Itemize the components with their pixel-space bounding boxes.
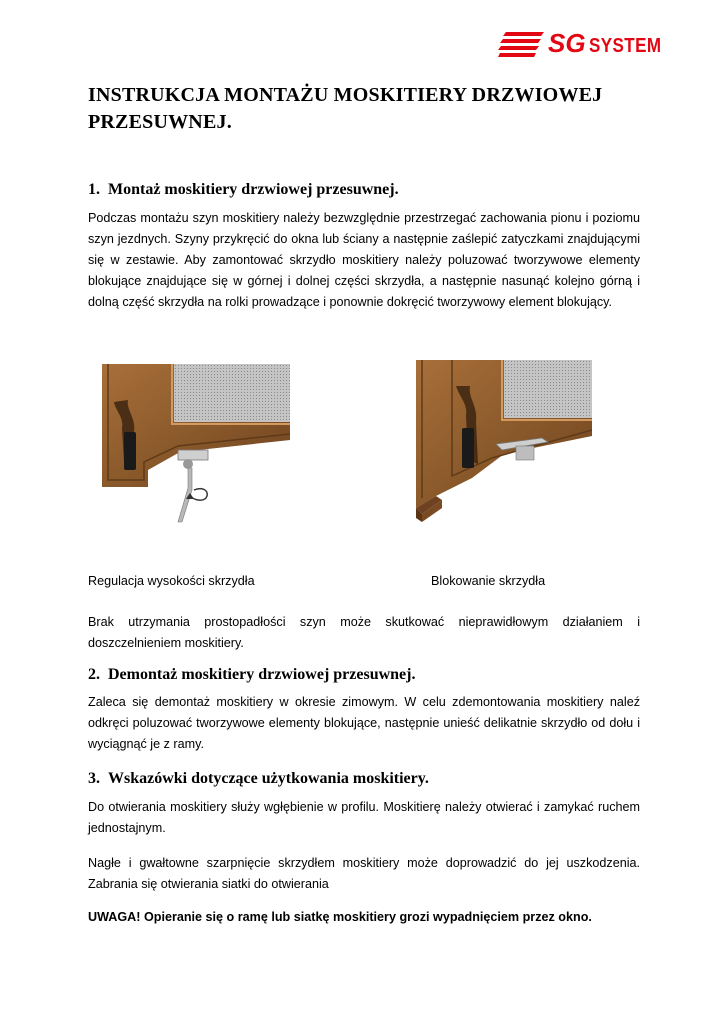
section-1-title: Montaż moskitiery drzwiowej przesuwnej. <box>108 181 399 198</box>
warning-text: UWAGA! Opieranie się o ramę lub siatkę moskitiery grozi wypadnięciem przez okno. <box>88 910 592 924</box>
logo-wordmark <box>548 30 674 59</box>
section-3-title: Wskazówki dotyczące użytkowania moskitiery. <box>108 770 429 787</box>
section-3-paragraph-2: Nagłe i gwałtowne szarpnięcie skrzydłem moskitiery może doprowadzić do jej uszkodzenia. Zabrania się otwierania siatki do otwierania <box>88 856 640 891</box>
frame-locking-photo-icon <box>412 358 592 526</box>
section-3-paragraph-1: Do otwierania moskitiery służy wgłębienie w profilu. Moskitierę należy otwierać i zamykać ruchem jednostajnym. <box>88 800 640 835</box>
section-1-after-figures: Brak utrzymania prostopadłości szyn może skutkować nieprawidłowym działaniem i doszczelnieniem moskitiery. <box>88 615 640 650</box>
section-3-number: 3. <box>88 770 100 787</box>
section-1-number: 1. <box>88 181 100 198</box>
section-1-heading <box>88 180 399 200</box>
figure-2-caption: Blokowanie skrzydła <box>431 574 546 588</box>
section-2-paragraph: Zaleca się demontaż moskitiery w okresie zimowym. W celu zdemontowania moskitiery naleź odkręci poluzować tworzywowe elementy blokujące, następnie unieść delikatnie skrzydło od dołu i wyciągnąć je z ramy. <box>88 695 640 751</box>
logo-system: SYSTEM <box>588 35 662 57</box>
logo-sg: SG <box>548 28 586 58</box>
figure-1-caption: Regulacja wysokości skrzydła <box>88 574 255 588</box>
section-1-paragraph: Podczas montażu szyn moskitiery należy bezwzględnie przestrzegać zachowania pionu i poziomu szyn jezdnych. Szyny przykręcić do okna lub ściany a następnie zaślepić zatyczkami znajdującymi się w zestawie. Aby zamontować skrzydło moskitiery należy poluzować tworzywowe elementy blokujące znajdujące się w górnej i dolnej części skrzydła, a następnie nasunąć kolejno górną i dolną część skrzydła na rolki prowadzące i ponownie dokręcić tworzywowy element blokujący. <box>88 211 640 309</box>
section-3-heading <box>88 769 429 789</box>
frame-height-adjustment-photo-icon <box>94 362 290 530</box>
section-2-title: Demontaż moskitiery drzwiowej przesuwnej. <box>108 666 416 683</box>
section-2-heading <box>88 665 415 685</box>
page-title: INSTRUKCJA MONTAŻU MOSKITIERY DRZWIOWEJ PRZESUWNEJ. <box>88 84 603 133</box>
section-2-number: 2. <box>88 666 100 683</box>
